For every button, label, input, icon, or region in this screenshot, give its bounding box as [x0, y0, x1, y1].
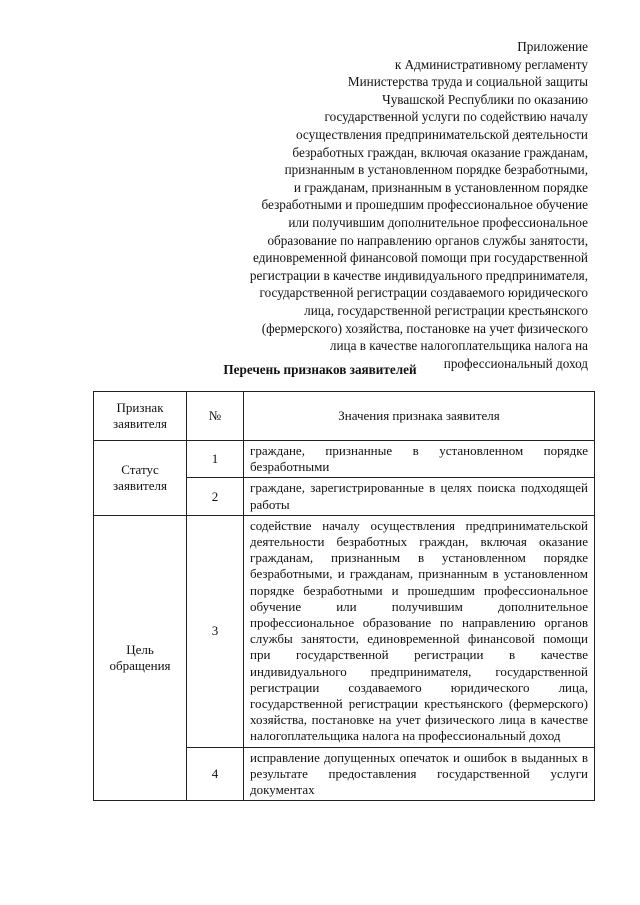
header-line: государственной услуги по содействию началу — [324, 109, 588, 125]
header-line: Приложение — [517, 39, 588, 54]
header-line: и гражданам, признанным в установленном порядке — [293, 179, 588, 195]
header-line: Министерства труда и социальной защиты — [347, 74, 588, 90]
number-cell: 4 — [187, 747, 244, 801]
header-line: Чувашской Республики по оказанию — [382, 91, 588, 107]
appendix-header — [208, 38, 588, 372]
header-line: лица, государственной регистрации крестьянского — [304, 302, 588, 318]
value-cell: содействие началу осуществления предпринимательской деятельности безработных граждан, включая оказание гражданам, признанным в установленном порядке безработными, и гражданам, признанным в установленном порядке безработными и прошедшим профессиональное обучение или получившим дополнительное профессиональное образование по направлению органов службы занятости, единовременной финансовой помощи при государственной регистрации в качестве индивидуального предпринимателя, государственной регистрации создаваемого юридического лица, государственной регистрации крестьянского (фермерского) хозяйства, постановке на учет физического лица в качестве налогоплательщика налога на профессиональный доход — [244, 515, 595, 747]
number-cell: 1 — [187, 441, 244, 478]
header-line: признанным в установленном порядке безработными, — [284, 162, 588, 178]
header-number: № — [187, 392, 244, 441]
header-line: безработными и прошедшим профессиональное обучение — [261, 197, 588, 213]
header-line: профессиональный доход — [443, 355, 588, 371]
applicant-criteria-table — [93, 391, 595, 801]
header-line: государственной регистрации создаваемого юридического — [259, 285, 588, 301]
table-row — [94, 515, 595, 747]
header-line: регистрации в качестве индивидуального предпринимателя, — [249, 267, 588, 283]
header-line: лица в качестве налогоплательщика налога на — [329, 338, 588, 354]
number-cell: 3 — [187, 515, 244, 747]
document-title: Перечень признаков заявителей — [223, 362, 417, 377]
table-row — [94, 441, 595, 478]
header-sign: Признак заявителя — [94, 392, 187, 441]
header-value: Значения признака заявителя — [244, 392, 595, 441]
value-cell: исправление допущенных опечаток и ошибок в выданных в результате предоставления государственной услуги документах — [244, 747, 595, 801]
header-line: или получившим дополнительное профессиональное — [288, 214, 588, 230]
sign-cell-status: Статус заявителя — [94, 441, 187, 516]
table-header-row — [94, 392, 595, 441]
value-cell: граждане, зарегистрированные в целях поиска подходящей работы — [244, 478, 595, 515]
sign-cell-purpose: Цель обращения — [94, 515, 187, 800]
header-line: осуществления предпринимательской деятельности — [296, 126, 588, 142]
header-line: безработных граждан, включая оказание гражданам, — [292, 144, 588, 160]
header-line: к Административному регламенту — [394, 56, 588, 72]
header-line: (фермерского) хозяйства, постановке на учет физического — [261, 320, 588, 336]
number-cell: 2 — [187, 478, 244, 515]
header-line: образование по направлению органов службы занятости, — [267, 232, 588, 248]
value-cell: граждане, признанные в установленном порядке безработными — [244, 441, 595, 478]
header-line: единовременной финансовой помощи при государственной — [253, 250, 588, 266]
